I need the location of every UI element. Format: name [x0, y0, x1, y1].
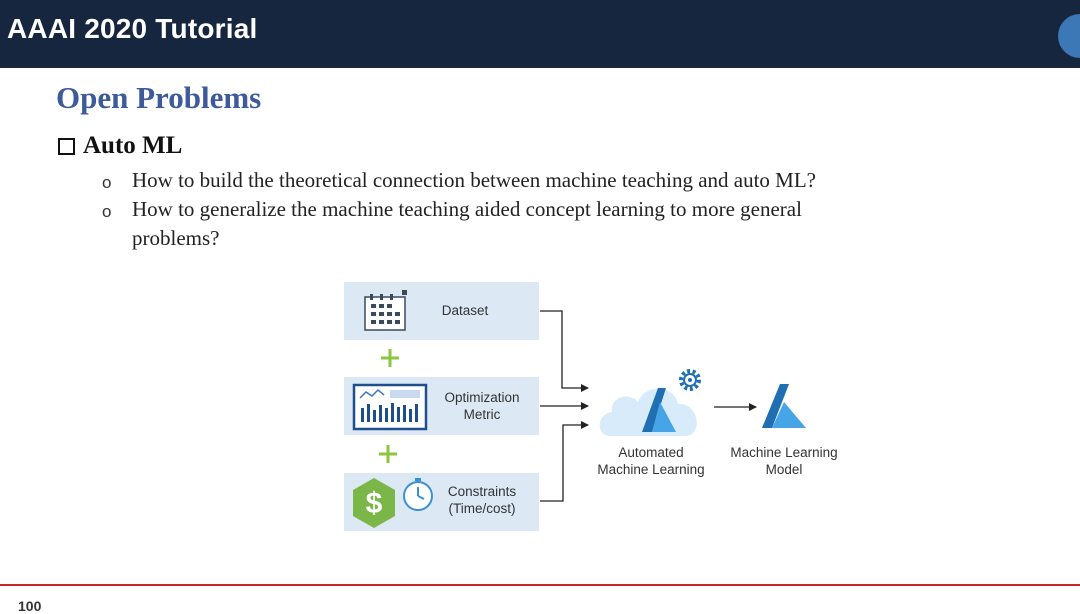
metric-label-line1: Optimization	[444, 390, 520, 405]
bullet-marker: o	[102, 202, 112, 221]
svg-text:$: $	[365, 487, 383, 520]
header-title: AAAI 2020 Tutorial	[7, 13, 258, 44]
automl-label-line2: Machine Learning	[597, 462, 705, 477]
azure-ml-icon	[758, 380, 810, 432]
constraints-label-line2: (Time/cost)	[448, 501, 516, 516]
bullet-text-1: How to build the theoretical connection between machine teaching and auto ML?	[132, 168, 817, 192]
bullet-text-2-cont: problems?	[132, 226, 220, 250]
bullet-marker: o	[102, 173, 112, 192]
model-label-line2: Model	[765, 462, 803, 477]
metric-label-line2: Metric	[463, 407, 501, 422]
constraints-label-line1: Constraints	[447, 484, 517, 499]
automl-label-line1: Automated	[618, 445, 684, 460]
dataset-label: Dataset	[441, 303, 489, 318]
cloud-gear-icon	[594, 366, 714, 442]
model-label-line1: Machine Learning	[730, 445, 838, 460]
slide-title: Open Problems	[56, 80, 262, 115]
section-label: Auto ML	[83, 132, 183, 159]
bullet-text-2: How to generalize the machine teaching aided concept learning to more general	[132, 197, 802, 221]
footer-divider	[0, 584, 1080, 586]
page-number: 100	[18, 598, 42, 614]
